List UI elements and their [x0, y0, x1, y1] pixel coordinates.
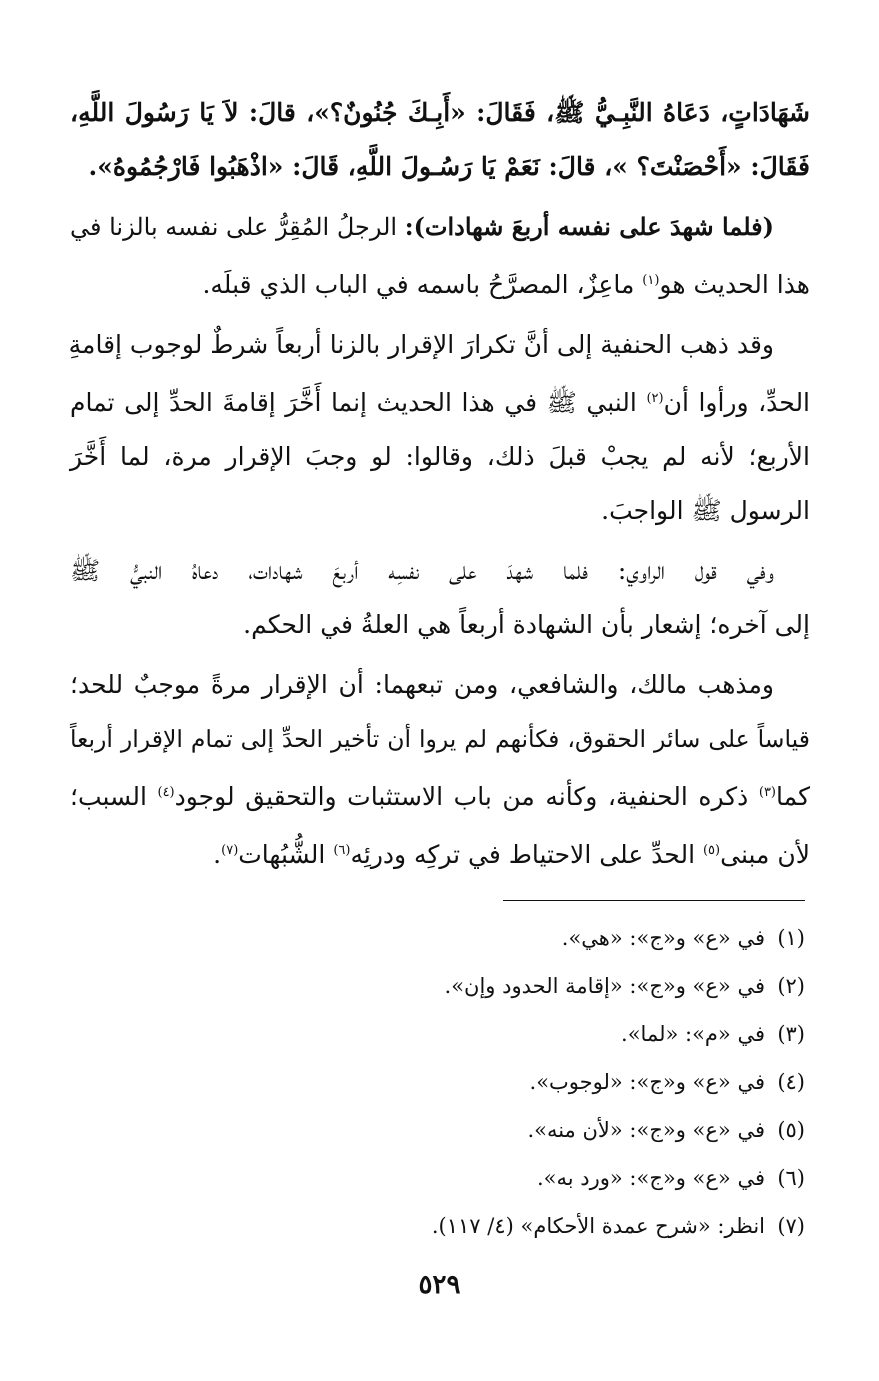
paragraph-3-line-2: إلى آخره؛ إشعار بأن الشهادة أربعاً هي العلةُ في الحكم.	[243, 610, 810, 639]
paragraph-4-line-3	[70, 766, 810, 824]
text-span: هذا الحديث هو	[659, 270, 810, 299]
text-span: لأن مبنى	[720, 840, 810, 869]
footnote-ref: (٥)	[702, 843, 721, 858]
footnote-divider	[503, 900, 805, 901]
footnote-ref: (٢)	[646, 391, 664, 406]
footnote-5	[205, 1106, 805, 1154]
footnote-ref: (٦)	[333, 843, 351, 858]
footnote-1	[205, 914, 805, 962]
text-span: السبب؛	[70, 782, 158, 811]
paragraph-4	[70, 658, 810, 882]
hadith-line-1: شَهَادَاتٍ، دَعَاهُ النَّبِـيُّ ﷺ، فَقَالَ: «أَبِـكَ جُنُونٌ؟»، قالَ: لاَ يَا رَسُولَ اللَّهِ،	[70, 98, 810, 127]
footnotes	[205, 914, 805, 1250]
page-number: ٥٢٩	[418, 1270, 461, 1300]
footnote-text: في «ع» و«ج»: «لوجوب».	[529, 1070, 765, 1094]
footnote-number: (٥)	[777, 1118, 805, 1142]
footnote-number: (٦)	[777, 1166, 805, 1190]
paragraph-2-line-3: الأربع؛ لأنه لم يجبْ قبلَ ذلك، وقالوا: لو وجبَ الإقرار مرة، لما أَخَّرَ	[70, 442, 810, 471]
footnote-4	[205, 1058, 805, 1106]
footnote-2	[205, 962, 805, 1010]
footnote-7	[205, 1202, 805, 1250]
paragraph-1	[70, 200, 810, 312]
paragraph-2	[70, 318, 810, 538]
paragraph-4-line-4	[70, 824, 810, 882]
paragraph-2-line-2	[70, 372, 810, 430]
text-span: ذكره الحنفية، وكأنه من باب الاستثبات والتحقيق لوجود	[174, 782, 759, 811]
footnote-number: (٢)	[777, 974, 805, 998]
footnote-text: في «م»: «لما».	[621, 1022, 765, 1046]
footnote-number: (٣)	[777, 1022, 805, 1046]
footnote-ref: (٧)	[221, 843, 239, 858]
paragraph-1-line-1	[70, 200, 810, 254]
footnote-text: في «ع» و«ج»: «هي».	[561, 926, 765, 950]
text-span: الحدِّ على الاحتياط في تركِه ودرئِه	[350, 840, 703, 869]
main-text	[70, 86, 810, 882]
footnote-3	[205, 1010, 805, 1058]
footnote-ref: (٤)	[157, 785, 175, 800]
text-span: النبي ﷺ في هذا الحديث إنما أَخَّرَ إقامةَ الحدِّ إلى تمام	[70, 388, 647, 417]
paragraph-3	[70, 544, 810, 652]
paragraph-2-line-1: وقد ذهب الحنفية إلى أنَّ تكرارَ الإقرار بالزنا أربعاً شرطٌ لوجوب إقامةِ	[68, 330, 774, 359]
hadith-line-2: فَقَالَ: «أَحْصَنْتَ؟ »، قالَ: نَعَمْ يَا رَسُـولَ اللَّهِ، قَالَ: «اذْهَبُوا فَارْجُمُوهُ».	[88, 152, 810, 181]
footnote-text: انظر: «شرح عمدة الأحكام» (٤/ ١١٧).	[431, 1214, 765, 1238]
text-span: ماعِزٌ، المصرَّحُ باسمه في الباب الذي قبلَه.	[202, 270, 643, 299]
footnote-text: في «ع» و«ج»: «ورد به».	[536, 1166, 765, 1190]
text-span: الشُّبُهات	[238, 840, 334, 869]
footnote-text: في «ع» و«ج»: «إقامة الحدود وإن».	[444, 974, 765, 998]
footnote-ref: (٣)	[758, 785, 776, 800]
quoted-phrase: (فلما شهدَ على نفسه أربعَ شهادات):	[404, 212, 774, 241]
paragraph-2-line-4: الرسول ﷺ الواجبَ.	[601, 496, 810, 525]
paragraph-3-line-1: وفي قول الراوي: فلما شهدَ على نفسِه أربعَ شهادات، دعاهُ النبيُّ ﷺ	[70, 556, 774, 585]
paragraph-1-text: الرجلُ المُقِرُّ على نفسه بالزنا في	[70, 213, 405, 241]
text-span: كما	[776, 782, 810, 811]
footnote-number: (٤)	[777, 1070, 805, 1094]
footnote-number: (١)	[777, 926, 805, 950]
paragraph-4-line-1: ومذهب مالك، والشافعي، ومن تبعهما: أن الإقرار مرةً موجبٌ للحد؛	[70, 670, 774, 699]
text-span: الحدِّ، ورأوا أن	[663, 388, 811, 417]
footnote-ref: (١)	[642, 273, 660, 288]
paragraph-4-line-2: قياساً على سائر الحقوق، فكأنهم لم يروا أن تأخير الحدِّ إلى تمام الإقرار أربعاً	[70, 725, 810, 753]
text-span: .	[213, 840, 222, 869]
footnote-number: (٧)	[777, 1214, 805, 1238]
paragraph-1-line-2	[70, 254, 810, 312]
footnote-text: في «ع» و«ج»: «لأن منه».	[527, 1118, 765, 1142]
footnote-6	[205, 1154, 805, 1202]
